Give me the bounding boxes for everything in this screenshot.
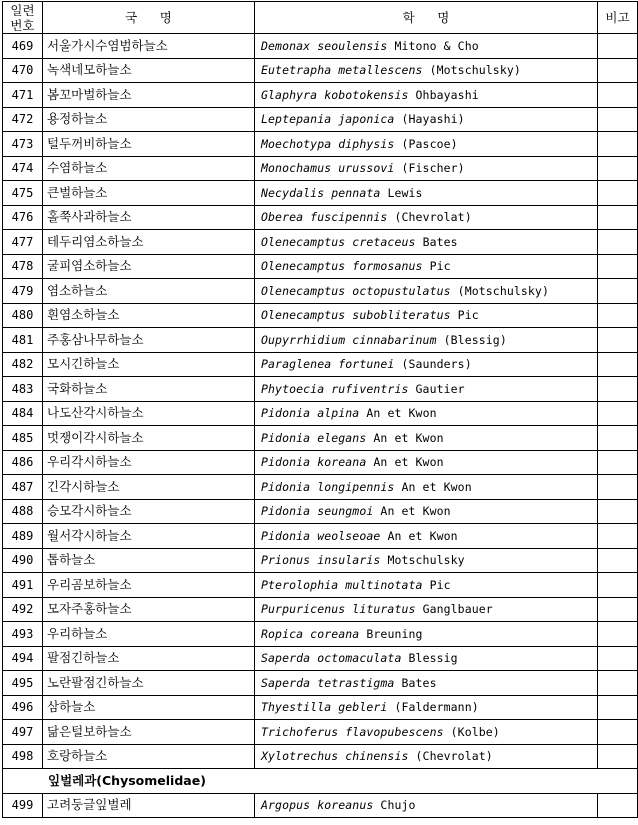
note [598, 524, 638, 549]
serial-number: 475 [3, 181, 43, 206]
korean-name: 월서각시하늘소 [43, 524, 255, 549]
table-row [3, 107, 638, 132]
header-scientific-name: 학 명 [255, 2, 598, 34]
korean-name: 팔점긴하늘소 [43, 646, 255, 671]
korean-name: 승모각시하늘소 [43, 499, 255, 524]
family-heading-row [3, 769, 638, 794]
scientific-name [255, 671, 598, 696]
scientific-name [255, 450, 598, 475]
species-binomial: Pidonia koreana [261, 455, 367, 470]
species-binomial: Olenecamptus cretaceus [261, 234, 416, 249]
scientific-name [255, 744, 598, 769]
scientific-name [255, 83, 598, 108]
scientific-name [255, 695, 598, 720]
note [598, 132, 638, 157]
note [598, 303, 638, 328]
species-author: Gautier [415, 381, 465, 396]
serial-number: 490 [3, 548, 43, 573]
serial-number: 470 [3, 58, 43, 83]
table-row [3, 646, 638, 671]
note [598, 34, 638, 59]
table-row [3, 352, 638, 377]
header-serial-number [3, 2, 43, 34]
species-author: (Chevrolat) [415, 749, 493, 764]
note [598, 205, 638, 230]
species-author: (Saunders) [401, 357, 472, 372]
species-binomial: Pidonia seungmoi [261, 504, 374, 519]
korean-name: 노란팔점긴하늘소 [43, 671, 255, 696]
species-author: Chujo [380, 798, 416, 813]
table-row [3, 254, 638, 279]
scientific-name [255, 279, 598, 304]
note [598, 548, 638, 573]
serial-number: 472 [3, 107, 43, 132]
species-author: Pic [429, 259, 451, 274]
note [598, 622, 638, 647]
species-author: Ohbayashi [415, 87, 479, 102]
serial-number: 488 [3, 499, 43, 524]
korean-name: 용정하늘소 [43, 107, 255, 132]
species-author: (Pascoe) [401, 136, 458, 151]
korean-name: 우리하늘소 [43, 622, 255, 647]
korean-name: 모시긴하늘소 [43, 352, 255, 377]
note [598, 646, 638, 671]
table-row [3, 475, 638, 500]
species-binomial: Saperda octomaculata [261, 651, 402, 666]
species-author: An et Kwon [373, 430, 444, 445]
table-row [3, 328, 638, 353]
note [598, 499, 638, 524]
species-author: (Fischer) [401, 161, 465, 176]
serial-number: 493 [3, 622, 43, 647]
note [598, 720, 638, 745]
scientific-name [255, 34, 598, 59]
scientific-name [255, 793, 598, 818]
species-binomial: Phytoecia rufiventris [261, 381, 409, 396]
korean-name: 수염하늘소 [43, 156, 255, 181]
table-row [3, 34, 638, 59]
species-author: (Faldermann) [394, 700, 479, 715]
note [598, 156, 638, 181]
species-author: (Chevrolat) [394, 210, 472, 225]
table-row [3, 279, 638, 304]
note [598, 475, 638, 500]
note [598, 107, 638, 132]
species-author: Bates [401, 675, 437, 690]
serial-number: 495 [3, 671, 43, 696]
table-row [3, 377, 638, 402]
species-binomial: Demonax seoulensis [261, 38, 388, 53]
species-author: An et Kwon [373, 455, 444, 470]
note [598, 695, 638, 720]
korean-name: 국화하늘소 [43, 377, 255, 402]
korean-name: 녹색네모하늘소 [43, 58, 255, 83]
species-binomial: Xylotrechus chinensis [261, 749, 409, 764]
serial-number: 485 [3, 426, 43, 451]
species-author: An et Kwon [401, 479, 472, 494]
serial-number: 496 [3, 695, 43, 720]
korean-name: 큰벌하늘소 [43, 181, 255, 206]
scientific-name [255, 573, 598, 598]
table-row [3, 597, 638, 622]
species-binomial: Olenecamptus formosanus [261, 259, 423, 274]
scientific-name [255, 475, 598, 500]
serial-number: 484 [3, 401, 43, 426]
scientific-name [255, 426, 598, 451]
serial-number: 487 [3, 475, 43, 500]
species-binomial: Olenecamptus octopustulatus [261, 283, 451, 298]
table-row [3, 573, 638, 598]
species-binomial: Eutetrapha metallescens [261, 63, 423, 78]
serial-number: 497 [3, 720, 43, 745]
species-author: An et Kwon [387, 528, 458, 543]
korean-name: 호랑하늘소 [43, 744, 255, 769]
korean-name: 주홍삼나무하늘소 [43, 328, 255, 353]
table-row [3, 58, 638, 83]
korean-name: 굴피염소하늘소 [43, 254, 255, 279]
note [598, 58, 638, 83]
serial-number: 482 [3, 352, 43, 377]
species-author: An et Kwon [380, 504, 451, 519]
korean-name: 나도산각시하늘소 [43, 401, 255, 426]
serial-number: 492 [3, 597, 43, 622]
korean-name: 삼하늘소 [43, 695, 255, 720]
serial-number: 498 [3, 744, 43, 769]
table-row [3, 401, 638, 426]
species-author: Bates [422, 234, 458, 249]
species-author: (Hayashi) [401, 112, 465, 127]
species-binomial: Pterolophia multinotata [261, 577, 423, 592]
table-header-row [3, 2, 638, 34]
korean-name: 우리각시하늘소 [43, 450, 255, 475]
table-row [3, 720, 638, 745]
scientific-name [255, 401, 598, 426]
scientific-name [255, 254, 598, 279]
serial-number: 471 [3, 83, 43, 108]
table-row [3, 548, 638, 573]
scientific-name [255, 132, 598, 157]
table-row [3, 793, 638, 818]
table-row [3, 524, 638, 549]
korean-name: 고려둥글잎벌레 [43, 793, 255, 818]
scientific-name [255, 646, 598, 671]
table-row [3, 205, 638, 230]
scientific-name [255, 524, 598, 549]
note [598, 352, 638, 377]
species-binomial: Prionus insularis [261, 553, 381, 568]
serial-number: 477 [3, 230, 43, 255]
family-heading: 잎벌레과(Chysomelidae) [3, 769, 638, 794]
serial-number: 491 [3, 573, 43, 598]
table-row [3, 156, 638, 181]
note [598, 793, 638, 818]
serial-number: 476 [3, 205, 43, 230]
serial-number: 479 [3, 279, 43, 304]
table-row [3, 695, 638, 720]
scientific-name [255, 230, 598, 255]
table-row [3, 744, 638, 769]
species-author: Ganglbauer [422, 602, 493, 617]
species-author: Breuning [366, 626, 423, 641]
korean-name: 긴각시하늘소 [43, 475, 255, 500]
note [598, 254, 638, 279]
note [598, 279, 638, 304]
table-row [3, 671, 638, 696]
note [598, 230, 638, 255]
species-binomial: Thyestilla gebleri [261, 700, 388, 715]
species-binomial: Oupyrrhidium cinnabarinum [261, 332, 437, 347]
scientific-name [255, 181, 598, 206]
species-author: Blessig [408, 651, 458, 666]
serial-number: 483 [3, 377, 43, 402]
serial-number: 473 [3, 132, 43, 157]
note [598, 401, 638, 426]
serial-number: 499 [3, 793, 43, 818]
scientific-name [255, 548, 598, 573]
table-row [3, 622, 638, 647]
table-row [3, 83, 638, 108]
note [598, 83, 638, 108]
species-binomial: Moechotypa diphysis [261, 136, 395, 151]
species-binomial: Ropica coreana [261, 626, 360, 641]
species-author: (Motschulsky) [457, 283, 549, 298]
species-binomial: Paraglenea fortunei [261, 357, 395, 372]
serial-number: 474 [3, 156, 43, 181]
table-row [3, 132, 638, 157]
korean-name: 톱하늘소 [43, 548, 255, 573]
species-binomial: Oberea fuscipennis [261, 210, 388, 225]
species-author: An et Kwon [366, 406, 437, 421]
scientific-name [255, 58, 598, 83]
scientific-name [255, 499, 598, 524]
korean-name: 우리곰보하늘소 [43, 573, 255, 598]
scientific-name [255, 107, 598, 132]
serial-number: 469 [3, 34, 43, 59]
note [598, 328, 638, 353]
species-binomial: Olenecamptus subobliteratus [261, 308, 451, 323]
korean-name: 봄꼬마벌하늘소 [43, 83, 255, 108]
korean-name: 염소하늘소 [43, 279, 255, 304]
korean-name: 흰염소하늘소 [43, 303, 255, 328]
species-binomial: Pidonia alpina [261, 406, 360, 421]
serial-number: 481 [3, 328, 43, 353]
table-row [3, 230, 638, 255]
species-binomial: Saperda tetrastigma [261, 675, 395, 690]
note [598, 573, 638, 598]
species-author: Pic [457, 308, 479, 323]
table-row [3, 181, 638, 206]
scientific-name [255, 156, 598, 181]
scientific-name [255, 720, 598, 745]
header-serial-line1: 일련 [10, 2, 35, 18]
species-author: (Motschulsky) [429, 63, 521, 78]
species-author: (Blessig) [443, 332, 507, 347]
species-binomial: Necydalis pennata [261, 185, 381, 200]
korean-name: 모자주홍하늘소 [43, 597, 255, 622]
species-binomial: Leptepania japonica [261, 112, 395, 127]
note [598, 450, 638, 475]
species-author: Lewis [387, 185, 423, 200]
header-serial-line2: 번호 [10, 17, 35, 33]
korean-name: 테두리염소하늘소 [43, 230, 255, 255]
scientific-name [255, 622, 598, 647]
scientific-name [255, 597, 598, 622]
species-binomial: Argopus koreanus [261, 798, 374, 813]
scientific-name [255, 352, 598, 377]
serial-number: 478 [3, 254, 43, 279]
species-binomial: Pidonia weolseoae [261, 528, 381, 543]
serial-number: 494 [3, 646, 43, 671]
species-binomial: Purpuricenus lituratus [261, 602, 416, 617]
scientific-name [255, 377, 598, 402]
species-author: Pic [429, 577, 451, 592]
note [598, 744, 638, 769]
korean-name: 닮은털보하늘소 [43, 720, 255, 745]
serial-number: 489 [3, 524, 43, 549]
scientific-name [255, 303, 598, 328]
species-table [2, 1, 638, 818]
table-row [3, 303, 638, 328]
species-author: Motschulsky [387, 553, 465, 568]
serial-number: 480 [3, 303, 43, 328]
korean-name: 멋쟁이각시하늘소 [43, 426, 255, 451]
note [598, 597, 638, 622]
scientific-name [255, 328, 598, 353]
table-row [3, 499, 638, 524]
header-korean-name: 국 명 [43, 2, 255, 34]
species-binomial: Pidonia elegans [261, 430, 367, 445]
species-author: Mitono & Cho [394, 38, 479, 53]
scientific-name [255, 205, 598, 230]
note [598, 671, 638, 696]
species-author: (Kolbe) [450, 724, 500, 739]
korean-name: 홀쭉사과하늘소 [43, 205, 255, 230]
note [598, 426, 638, 451]
korean-name: 서울가시수염범하늘소 [43, 34, 255, 59]
note [598, 181, 638, 206]
species-binomial: Monochamus urussovi [261, 161, 395, 176]
korean-name: 털두꺼비하늘소 [43, 132, 255, 157]
note [598, 377, 638, 402]
table-row [3, 426, 638, 451]
header-note: 비고 [598, 2, 638, 34]
species-binomial: Trichoferus flavopubescens [261, 724, 444, 739]
table-row [3, 450, 638, 475]
species-binomial: Glaphyra kobotokensis [261, 87, 409, 102]
species-binomial: Pidonia longipennis [261, 479, 395, 494]
serial-number: 486 [3, 450, 43, 475]
